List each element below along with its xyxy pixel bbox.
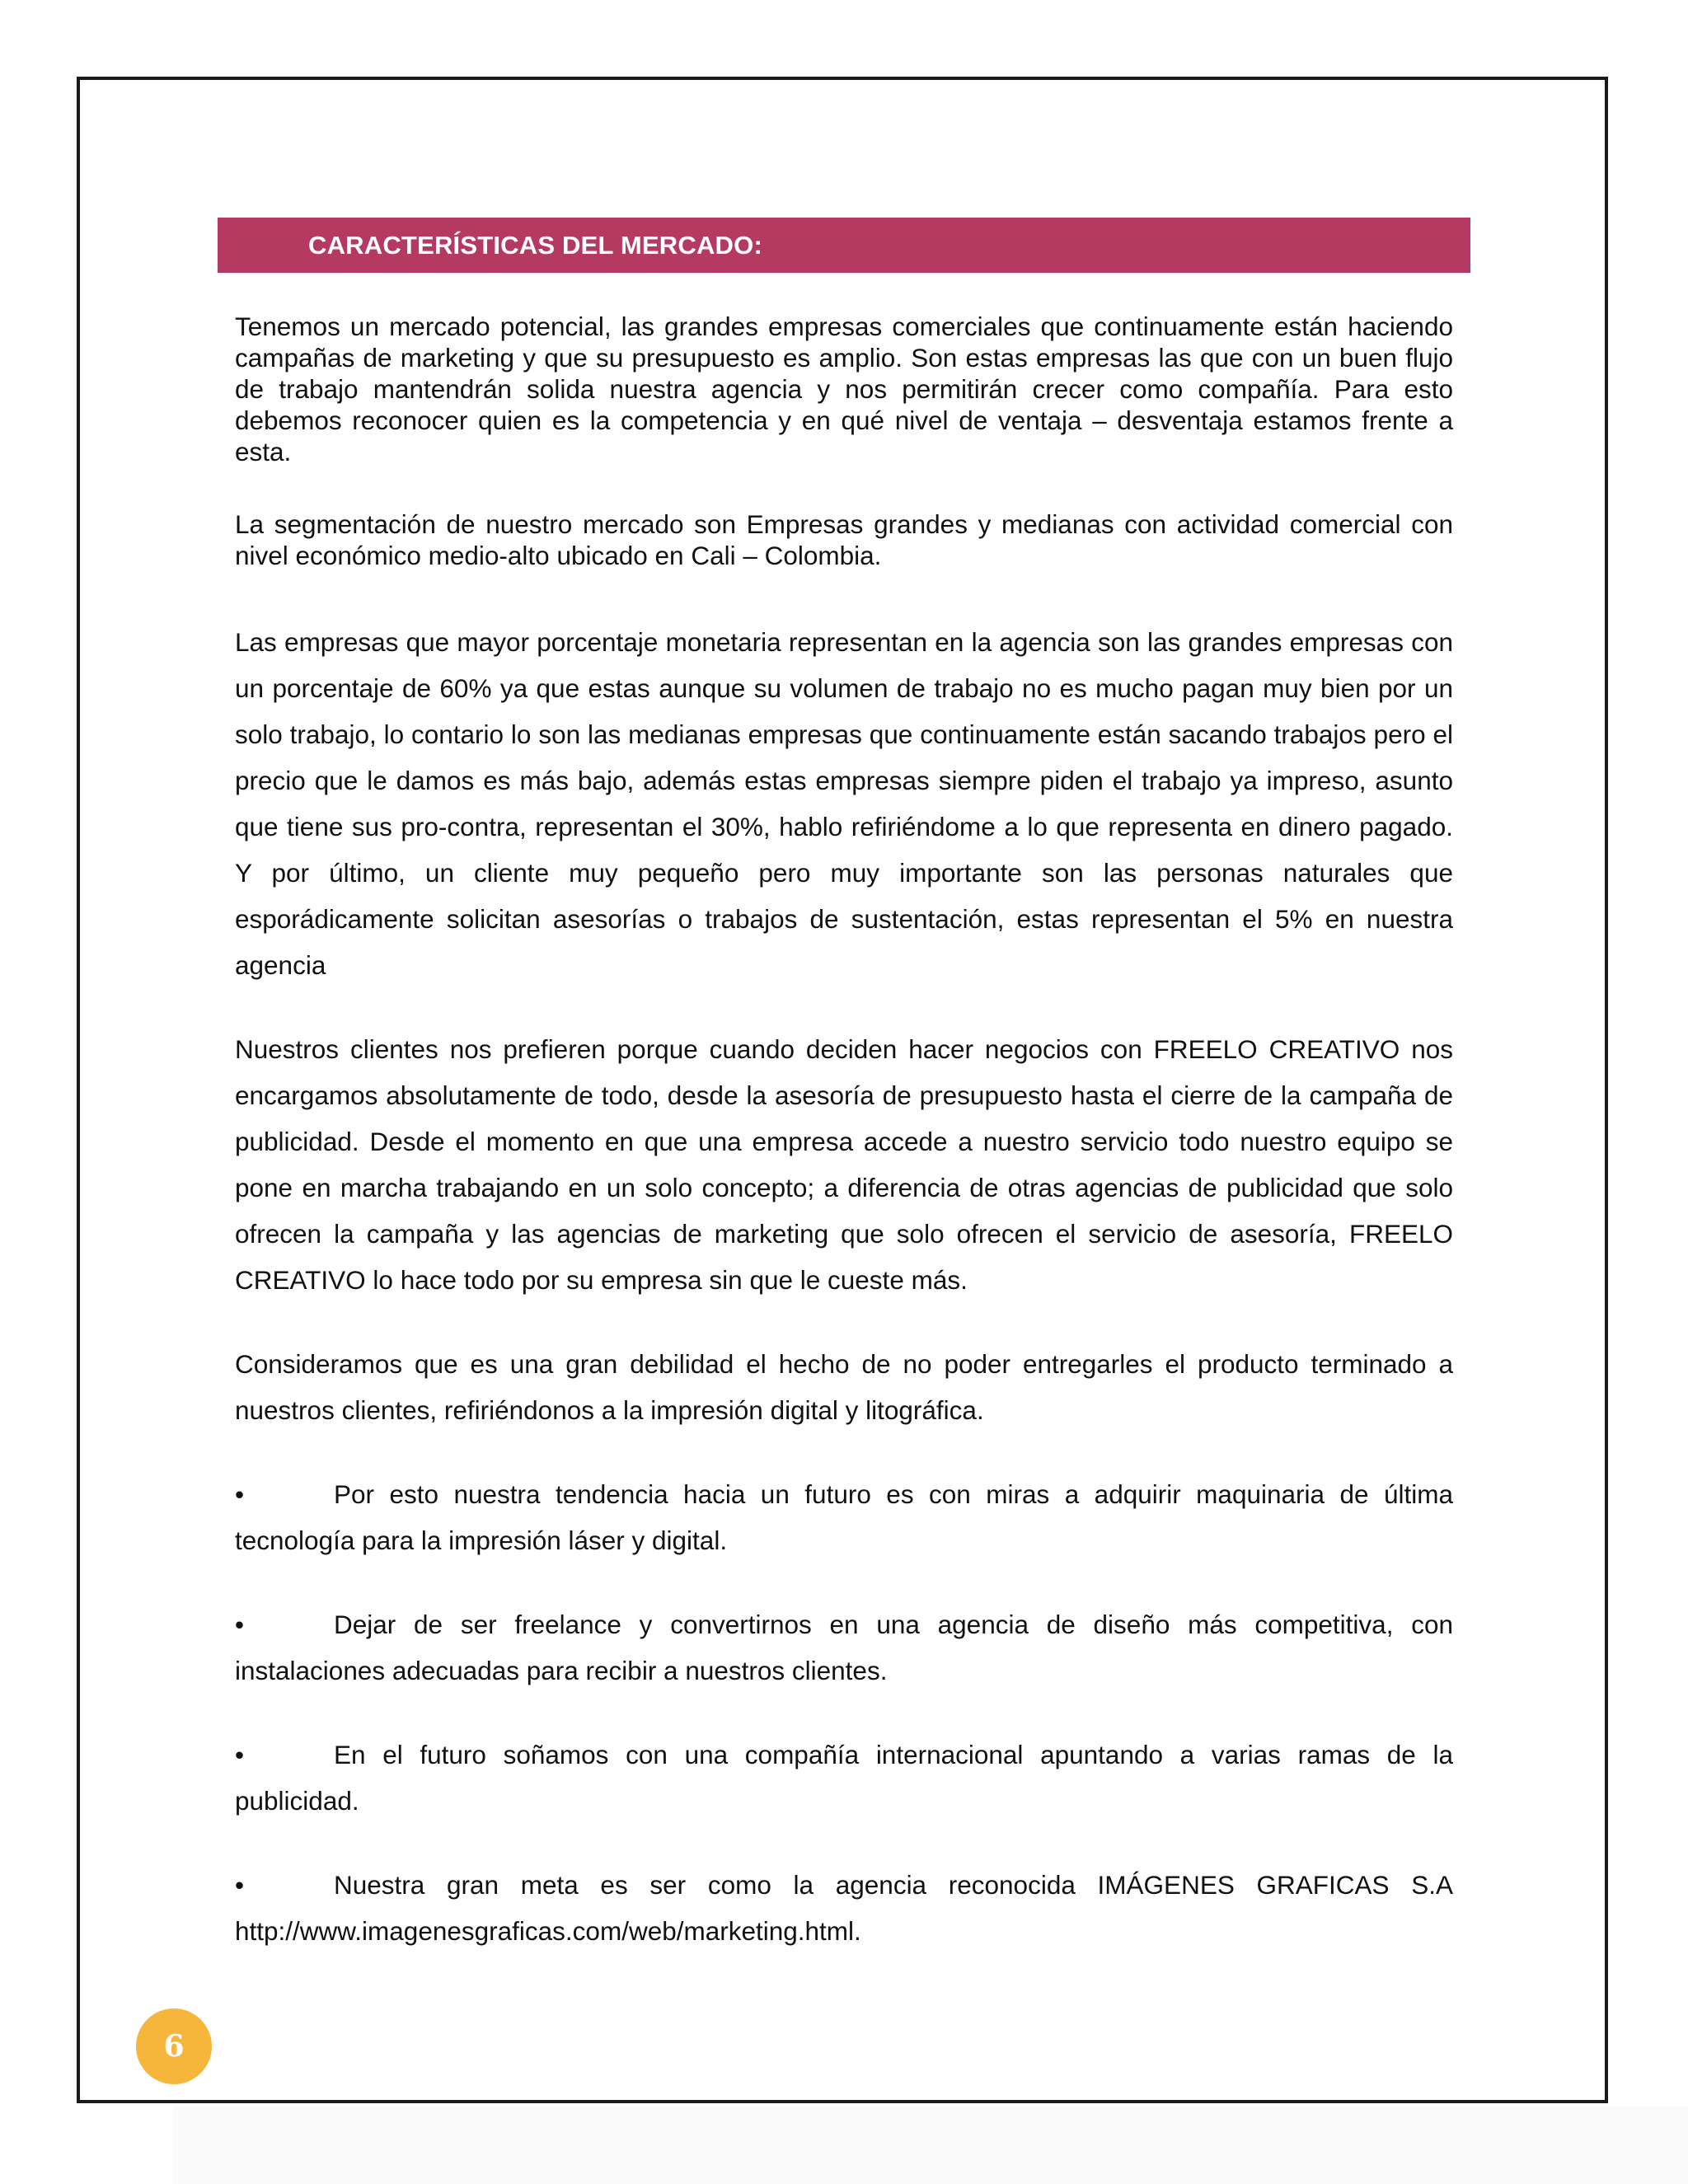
bullet-text: Por esto nuestra tendencia hacia un futuro es con miras a adquirir maquinaria de última tecnología para la impresión láser y digital. (235, 1479, 1453, 1555)
bullet-item-international (235, 1732, 1453, 1824)
bullet-item-agency (235, 1601, 1453, 1694)
paragraph-client-preference: Nuestros clientes nos prefieren porque cuando deciden hacer negocios con FREELO CREATIVO nos encargamos absolutamente de todo, desde la asesoría de presupuesto hasta el cierre de la campaña de publicidad. Desde el momento en que una empresa accede a nuestro servicio todo nuestro equipo se pone en marcha trabajando en un solo concepto; a diferencia de otras agencias de publicidad que solo ofrecen la campaña y las agencias de marketing que solo ofrecen el servicio de asesoría, FREELO CREATIVO lo hace todo por su empresa sin que le cueste más. (235, 1034, 1453, 1295)
bullet-text: Dejar de ser freelance y convertirnos en una agencia de diseño más competitiva, con instalaciones adecuadas para recibir a nuestros clientes. (235, 1610, 1453, 1685)
paragraph-market-potential: Tenemos un mercado potencial, las grandes empresas comerciales que continuamente están haciendo campañas de marketing y que su presupuesto es amplio. Son estas empresas las que con un buen flujo de trabajo mantendrán solida nuestra agencia y nos permitirán crecer como compañía. Para esto debemos reconocer quien es la competencia y en qué nivel de ventaja – desventaja estamos frente a esta. (235, 312, 1453, 466)
page-number-badge (136, 2008, 212, 2084)
page-bottom-shade (173, 2107, 1688, 2184)
bullet-mark: • (235, 1870, 245, 1900)
section-title: CARACTERÍSTICAS DEL MERCADO: (308, 230, 762, 260)
bullet-mark: • (235, 1479, 245, 1509)
bullet-mark: • (235, 1610, 245, 1639)
paragraph-client-percentages: Las empresas que mayor porcentaje monetaria representan en la agencia son las grandes empresas con un porcentaje de 60% ya que estas aunque su volumen de trabajo no es mucho pagan muy bien por un solo trabajo, lo contario lo son las medianas empresas que continuamente están sacando trabajos pero el precio que le damos es más bajo, además estas empresas siempre piden el trabajo ya impreso, asunto que tiene sus pro-contra, representan el 30%, hablo refiriéndome a lo que representa en dinero pagado. Y por último, un cliente muy pequeño pero muy importante son las personas naturales que esporádicamente solicitan asesorías o trabajos de sustentación, estas representan el 5% en nuestra agencia (235, 627, 1453, 980)
page-number: 6 (163, 2029, 185, 2064)
bullet-text: En el futuro soñamos con una compañía internacional apuntando a varias ramas de la publicidad. (235, 1740, 1453, 1816)
bullet-text: Nuestra gran meta es ser como la agencia reconocida IMÁGENES GRAFICAS S.A http://www.imagenesgraficas.com/web/marketing.html. (235, 1870, 1453, 1946)
bullet-item-machinery (235, 1471, 1453, 1563)
paragraph-segmentation: La segmentación de nuestro mercado son Empresas grandes y medianas con actividad comercial con nivel económico medio-alto ubicado en Cali – Colombia. (235, 509, 1453, 570)
bullet-item-goal (235, 1862, 1453, 1954)
paragraph-weakness: Consideramos que es una gran debilidad el hecho de no poder entregarles el producto terminado a nuestros clientes, refiriéndonos a la impresión digital y litográfica. (235, 1349, 1453, 1425)
section-header-bar (218, 218, 1470, 273)
bullet-mark: • (235, 1740, 245, 1769)
